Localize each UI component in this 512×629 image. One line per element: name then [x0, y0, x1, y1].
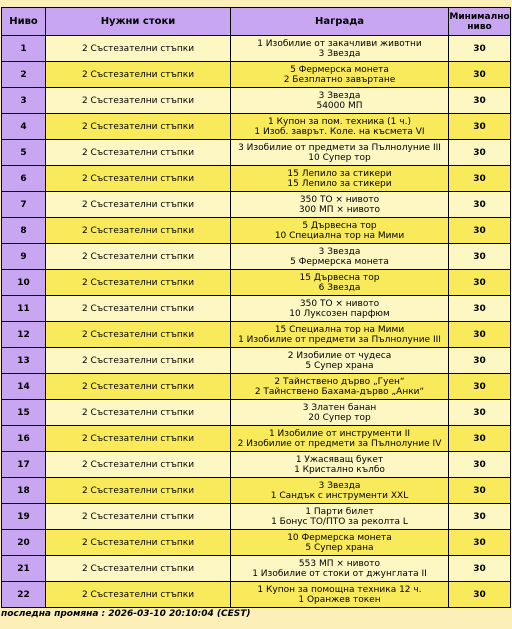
reward-line: 15 Лепило за стикери	[287, 168, 392, 179]
reward-line: 10 Фермерска монета	[287, 532, 392, 543]
required-items-cell: 2 Състезателни стъпки	[46, 478, 231, 504]
min-level-cell: 30	[449, 218, 511, 244]
reward-line: 1 Купон за помощна техника 12 ч.	[257, 584, 422, 595]
level-cell: 10	[2, 270, 46, 296]
level-cell: 4	[2, 114, 46, 140]
level-cell: 6	[2, 166, 46, 192]
level-cell: 5	[2, 140, 46, 166]
table-row	[2, 62, 511, 88]
reward-cell	[231, 62, 449, 88]
table-row	[2, 348, 511, 374]
level-cell: 15	[2, 400, 46, 426]
reward-cell	[231, 244, 449, 270]
reward-line: 3 Звезда	[318, 48, 361, 59]
required-items-cell: 2 Състезателни стъпки	[46, 166, 231, 192]
level-cell: 19	[2, 504, 46, 530]
min-level-cell: 30	[449, 556, 511, 582]
header-items: Нужни стоки	[46, 8, 231, 36]
min-level-cell: 30	[449, 400, 511, 426]
required-items-cell: 2 Състезателни стъпки	[46, 218, 231, 244]
table-row	[2, 244, 511, 270]
reward-line: 5 Фермерска монета	[290, 256, 389, 267]
table-row	[2, 166, 511, 192]
min-level-cell: 30	[449, 582, 511, 608]
reward-line: 350 ТО × нивото	[299, 194, 380, 205]
required-items-cell: 2 Състезателни стъпки	[46, 296, 231, 322]
required-items-cell: 2 Състезателни стъпки	[46, 556, 231, 582]
reward-cell	[231, 556, 449, 582]
reward-cell	[231, 348, 449, 374]
reward-cell	[231, 166, 449, 192]
reward-cell	[231, 218, 449, 244]
reward-line: 1 Изоб. заврът. Коле. на късмета VI	[254, 126, 425, 137]
reward-line: 2 Изобилие от чудеса	[287, 350, 392, 361]
min-level-cell: 30	[449, 88, 511, 114]
table-row	[2, 556, 511, 582]
reward-cell	[231, 322, 449, 348]
reward-cell	[231, 140, 449, 166]
required-items-cell: 2 Състезателни стъпки	[46, 140, 231, 166]
level-cell: 9	[2, 244, 46, 270]
reward-cell	[231, 452, 449, 478]
reward-line: 6 Звезда	[318, 282, 361, 293]
reward-line: 1 Бонус ТО/ПТО за реколта L	[271, 516, 408, 527]
table-row	[2, 322, 511, 348]
reward-cell	[231, 88, 449, 114]
reward-line: 3 Звезда	[318, 246, 361, 257]
reward-line: 1 Оранжев токен	[298, 594, 381, 605]
reward-cell	[231, 530, 449, 556]
required-items-cell: 2 Състезателни стъпки	[46, 270, 231, 296]
reward-line: 5 Супер храна	[305, 542, 374, 553]
level-cell: 8	[2, 218, 46, 244]
reward-cell	[231, 36, 449, 62]
min-level-cell: 30	[449, 62, 511, 88]
reward-cell	[231, 270, 449, 296]
table-row	[2, 270, 511, 296]
table-row	[2, 530, 511, 556]
reward-cell	[231, 192, 449, 218]
reward-line: 5 Супер храна	[305, 360, 374, 371]
min-level-cell: 30	[449, 478, 511, 504]
reward-line: 350 ТО × нивото	[299, 298, 380, 309]
required-items-cell: 2 Състезателни стъпки	[46, 244, 231, 270]
reward-line: 1 Изобилие от закачливи животни	[257, 38, 422, 49]
table-row	[2, 374, 511, 400]
required-items-cell: 2 Състезателни стъпки	[46, 452, 231, 478]
reward-line: 2 Изобилие от предмети за Пълнолуние IV	[237, 438, 442, 449]
min-level-cell: 30	[449, 348, 511, 374]
reward-line: 3 Изобилие от предмети за Пълнолуние III	[238, 142, 441, 153]
reward-line: 2 Тайнствено Бахама-дърво „Анки“	[254, 386, 425, 397]
table-row	[2, 296, 511, 322]
reward-line: 553 МП × нивото	[298, 558, 381, 569]
header-reward: Награда	[231, 8, 449, 36]
reward-line: 1 Ужасяващ букет	[295, 454, 384, 465]
table-row	[2, 114, 511, 140]
table-row	[2, 140, 511, 166]
reward-line: 1 Изобилие от инструменти II	[268, 428, 411, 439]
required-items-cell: 2 Състезателни стъпки	[46, 582, 231, 608]
required-items-cell: 2 Състезателни стъпки	[46, 62, 231, 88]
header-level: Ниво	[2, 8, 46, 36]
reward-cell	[231, 582, 449, 608]
reward-cell	[231, 504, 449, 530]
reward-line: 54000 МП	[316, 100, 363, 111]
level-cell: 14	[2, 374, 46, 400]
table-row	[2, 504, 511, 530]
min-level-cell: 30	[449, 322, 511, 348]
reward-line: 15 Специална тор на Мими	[274, 324, 405, 335]
table-row	[2, 478, 511, 504]
min-level-cell: 30	[449, 270, 511, 296]
reward-line: 1 Парти билет	[305, 506, 374, 517]
reward-line: 10 Супер тор	[308, 152, 371, 163]
level-cell: 1	[2, 36, 46, 62]
min-level-cell: 30	[449, 192, 511, 218]
reward-line: 1 Кристално кълбо	[294, 464, 385, 475]
reward-cell	[231, 374, 449, 400]
required-items-cell: 2 Състезателни стъпки	[46, 36, 231, 62]
required-items-cell: 2 Състезателни стъпки	[46, 348, 231, 374]
required-items-cell: 2 Състезателни стъпки	[46, 374, 231, 400]
reward-line: 15 Дървесна тор	[299, 272, 380, 283]
min-level-cell: 30	[449, 114, 511, 140]
table-row	[2, 582, 511, 608]
min-level-cell: 30	[449, 140, 511, 166]
table-row	[2, 36, 511, 62]
level-cell: 21	[2, 556, 46, 582]
min-level-cell: 30	[449, 426, 511, 452]
min-level-cell: 30	[449, 504, 511, 530]
reward-line: 15 Лепило за стикери	[287, 178, 392, 189]
level-cell: 12	[2, 322, 46, 348]
min-level-cell: 30	[449, 244, 511, 270]
reward-line: 5 Фермерска монета	[290, 64, 389, 75]
table-row	[2, 192, 511, 218]
level-cell: 3	[2, 88, 46, 114]
table-row	[2, 426, 511, 452]
min-level-cell: 30	[449, 374, 511, 400]
min-level-cell: 30	[449, 530, 511, 556]
min-level-cell: 30	[449, 452, 511, 478]
level-cell: 20	[2, 530, 46, 556]
level-cell: 13	[2, 348, 46, 374]
table-header-row	[2, 8, 511, 36]
reward-line: 10 Специална тор на Мими	[274, 230, 405, 241]
required-items-cell: 2 Състезателни стъпки	[46, 322, 231, 348]
table-body	[2, 36, 511, 608]
table-row	[2, 400, 511, 426]
reward-line: 3 Златен банан	[302, 402, 377, 413]
reward-cell	[231, 478, 449, 504]
level-cell: 17	[2, 452, 46, 478]
table-row	[2, 88, 511, 114]
required-items-cell: 2 Състезателни стъпки	[46, 114, 231, 140]
reward-line: 2 Безплатно завъртане	[283, 74, 396, 85]
reward-line: 2 Тайнствено дърво „Гуен“	[274, 376, 405, 387]
level-cell: 22	[2, 582, 46, 608]
level-cell: 2	[2, 62, 46, 88]
reward-line: 1 Сандък с инструменти XXL	[270, 490, 409, 501]
last-modified-footer: последна промяна : 2026-03-10 20:10:04 (CEST)	[1, 609, 251, 619]
level-cell: 7	[2, 192, 46, 218]
min-level-cell: 30	[449, 36, 511, 62]
reward-line: 1 Купон за пом. техника (1 ч.)	[268, 116, 411, 127]
required-items-cell: 2 Състезателни стъпки	[46, 426, 231, 452]
reward-cell	[231, 400, 449, 426]
reward-line: 3 Звезда	[318, 480, 361, 491]
reward-line: 20 Супер тор	[308, 412, 371, 423]
required-items-cell: 2 Състезателни стъпки	[46, 192, 231, 218]
required-items-cell: 2 Състезателни стъпки	[46, 400, 231, 426]
reward-line: 10 Луксозен парфюм	[289, 308, 390, 319]
reward-line: 5 Дървесна тор	[302, 220, 377, 231]
min-level-cell: 30	[449, 166, 511, 192]
reward-cell	[231, 296, 449, 322]
reward-line: 300 МП × нивото	[298, 204, 381, 215]
reward-line: 1 Изобилие от предмети за Пълнолуние III	[238, 334, 441, 345]
reward-cell	[231, 114, 449, 140]
level-cell: 18	[2, 478, 46, 504]
reward-line: 3 Звезда	[318, 90, 361, 101]
required-items-cell: 2 Състезателни стъпки	[46, 530, 231, 556]
header-min-level: Минимално ниво	[449, 8, 511, 36]
required-items-cell: 2 Състезателни стъпки	[46, 504, 231, 530]
level-cell: 16	[2, 426, 46, 452]
table-row	[2, 218, 511, 244]
required-items-cell: 2 Състезателни стъпки	[46, 88, 231, 114]
reward-cell	[231, 426, 449, 452]
level-cell: 11	[2, 296, 46, 322]
min-level-cell: 30	[449, 296, 511, 322]
table-row	[2, 452, 511, 478]
rewards-table	[1, 7, 511, 608]
reward-line: 1 Изобилие от стоки от джунглата II	[252, 568, 427, 579]
